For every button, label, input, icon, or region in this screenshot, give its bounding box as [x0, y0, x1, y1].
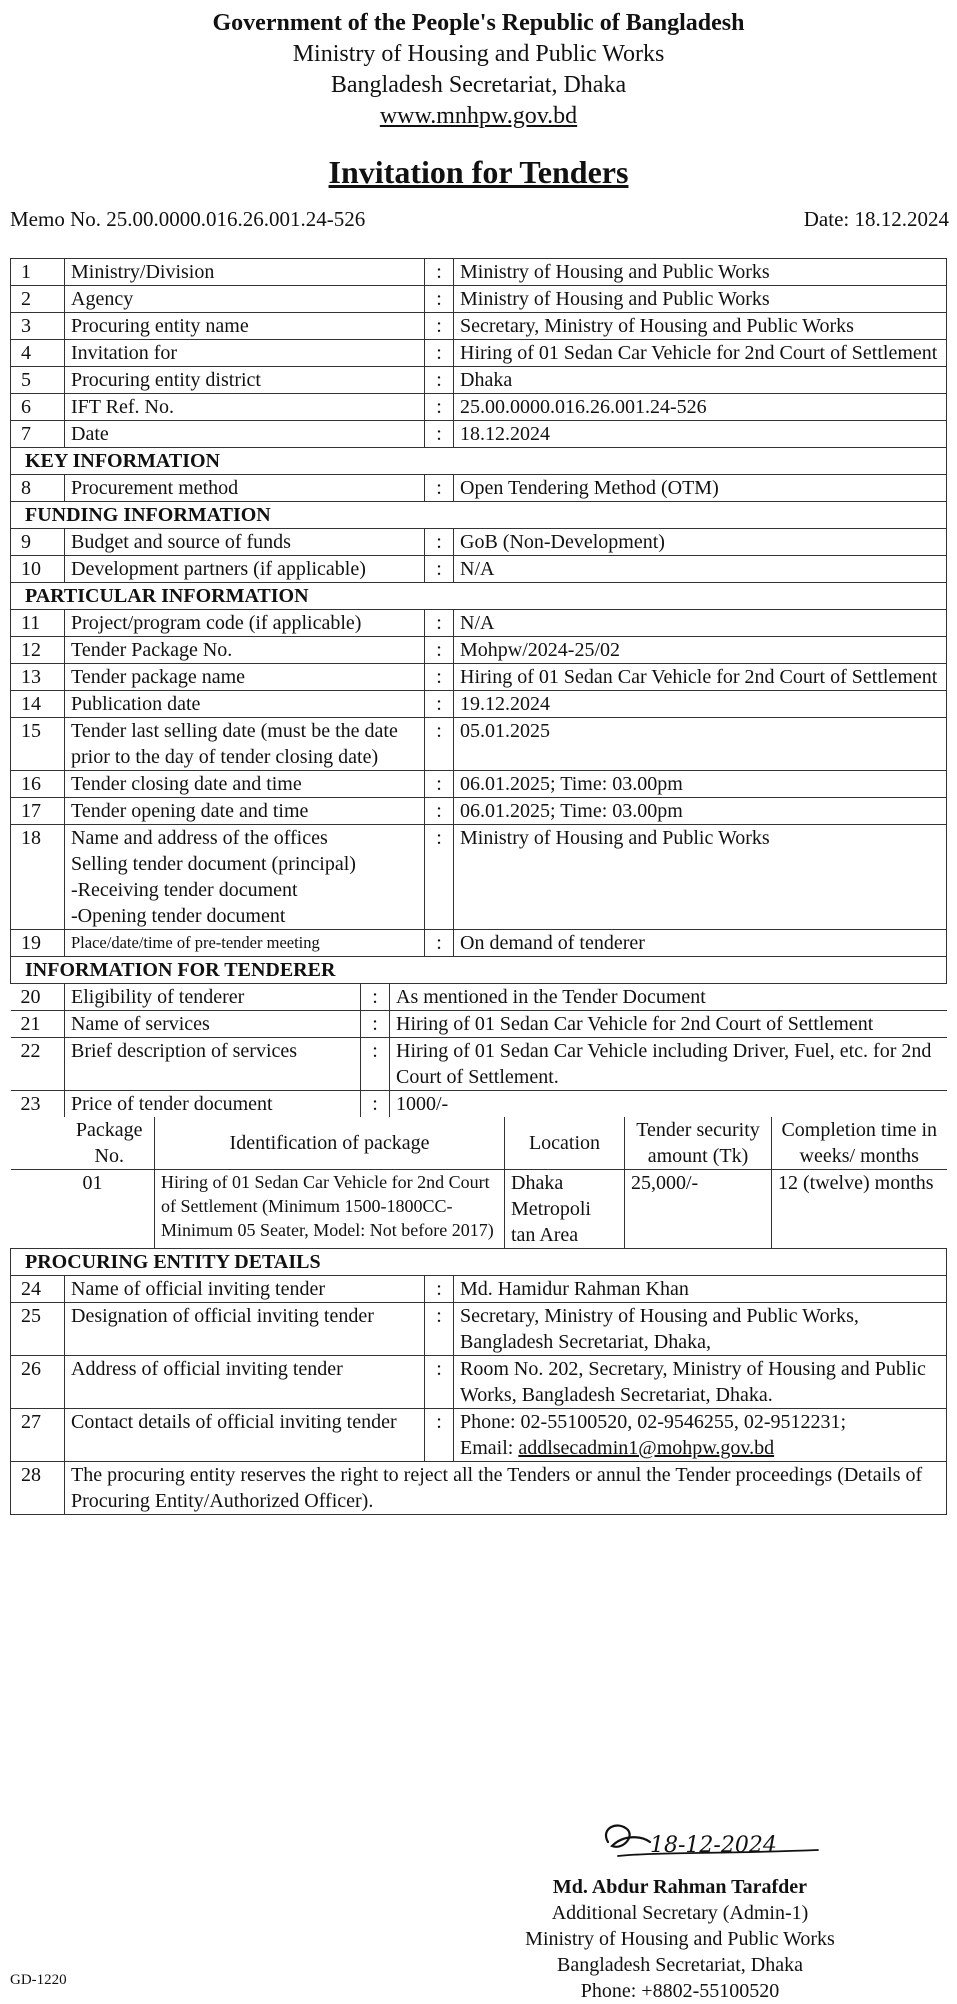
colon: :: [425, 286, 454, 313]
row-number: 18: [11, 825, 65, 930]
document-header: [0, 0, 957, 132]
row-number: 23: [11, 1091, 65, 1118]
table-row: [11, 1038, 947, 1091]
row-value: Hiring of 01 Sedan Car Vehicle for 2nd Court of Settlement: [454, 664, 947, 691]
row-value: N/A: [454, 556, 947, 583]
row-label: Tender closing date and time: [65, 771, 425, 798]
table-row: [11, 718, 947, 771]
government-name: Government of the People's Republic of Bangladesh: [212, 10, 745, 36]
row-number: 25: [11, 1303, 65, 1356]
row-label: Procuring entity name: [65, 313, 425, 340]
section-row: [11, 448, 947, 475]
table-row: [11, 984, 947, 1011]
colon: :: [425, 394, 454, 421]
colon: :: [361, 984, 390, 1011]
section-heading-tenderer: INFORMATION FOR TENDERER: [11, 957, 947, 984]
row-label: Procuring entity district: [65, 367, 425, 394]
row-label: Publication date: [65, 691, 425, 718]
row-label: Brief description of services: [65, 1038, 361, 1091]
table-row: [11, 367, 947, 394]
table-row: [11, 930, 947, 957]
row-number: 27: [11, 1409, 65, 1462]
header-security: Tender security amount (Tk): [625, 1117, 772, 1170]
website-link[interactable]: www.mnhpw.gov.bd: [379, 103, 578, 129]
row-number: 16: [11, 771, 65, 798]
colon: :: [425, 556, 454, 583]
section-heading-funding: FUNDING INFORMATION: [11, 502, 947, 529]
colon: :: [425, 367, 454, 394]
table-row: [11, 394, 947, 421]
row-label: Name of services: [65, 1011, 361, 1038]
row-label: Date: [65, 421, 425, 448]
package-header-row: [11, 1117, 947, 1170]
row-number: 10: [11, 556, 65, 583]
row-number: 4: [11, 340, 65, 367]
table-row: [11, 798, 947, 825]
row-number: 19: [11, 930, 65, 957]
row-label: Project/program code (if applicable): [65, 610, 425, 637]
row-label: Tender last selling date (must be the date prior to the day of tender closing date): [65, 718, 425, 771]
header-completion: Completion time in weeks/ months: [772, 1117, 947, 1170]
tender-table: [10, 258, 947, 1515]
colon: :: [425, 313, 454, 340]
table-row: [11, 771, 947, 798]
signature-block: [470, 1874, 890, 2004]
memo-number: Memo No. 25.00.0000.016.26.001.24-526: [10, 207, 366, 231]
section-row: [11, 583, 947, 610]
section-heading-particular: PARTICULAR INFORMATION: [11, 583, 947, 610]
row-number: 14: [11, 691, 65, 718]
signatory-designation: Additional Secretary (Admin-1): [551, 1902, 809, 1924]
row-value: Hiring of 01 Sedan Car Vehicle including Driver, Fuel, etc. for 2nd Court of Settlement.: [390, 1038, 947, 1091]
table-row: [11, 259, 947, 286]
colon: :: [425, 340, 454, 367]
row-value: Ministry of Housing and Public Works: [454, 259, 947, 286]
row-label: Invitation for: [65, 340, 425, 367]
table-row: [11, 1276, 947, 1303]
row-number: 28: [11, 1462, 65, 1515]
tenderer-block: [11, 984, 947, 1118]
row-value: Open Tendering Method (OTM): [454, 475, 947, 502]
section-heading-key: KEY INFORMATION: [11, 448, 947, 475]
table-row: [11, 1409, 947, 1462]
row-label: Place/date/time of pre-tender meeting: [65, 930, 425, 957]
row-value: 06.01.2025; Time: 03.00pm: [454, 771, 947, 798]
package-block: [11, 1117, 947, 1249]
header-package-no: Package No.: [65, 1117, 155, 1170]
colon: :: [425, 1303, 454, 1356]
table-row: [11, 1303, 947, 1356]
table-row: [11, 610, 947, 637]
row-label: IFT Ref. No.: [65, 394, 425, 421]
colon: :: [425, 475, 454, 502]
row-value: As mentioned in the Tender Document: [390, 984, 947, 1011]
row-value: 05.01.2025: [454, 718, 947, 771]
section-heading-entity: PROCURING ENTITY DETAILS: [11, 1249, 947, 1276]
package-row: [11, 1170, 947, 1249]
colon: :: [425, 930, 454, 957]
row-value: 19.12.2024: [454, 691, 947, 718]
row-value: 25.00.0000.016.26.001.24-526: [454, 394, 947, 421]
colon: :: [425, 798, 454, 825]
row-number: 24: [11, 1276, 65, 1303]
table-row: [11, 340, 947, 367]
table-row: [11, 313, 947, 340]
row-label: Address of official inviting tender: [65, 1356, 425, 1409]
label-line: -Opening tender document: [71, 905, 286, 927]
row-number: 7: [11, 421, 65, 448]
section-row: [11, 1249, 947, 1276]
colon: :: [425, 421, 454, 448]
colon: :: [361, 1011, 390, 1038]
table-row: [11, 664, 947, 691]
row-number: 9: [11, 529, 65, 556]
header-identification: Identification of package: [155, 1117, 505, 1170]
row-number: 2: [11, 286, 65, 313]
table-row: [11, 1462, 947, 1515]
row-number: 8: [11, 475, 65, 502]
nested-row: [11, 1117, 947, 1249]
row-label: Tender Package No.: [65, 637, 425, 664]
row-value: 18.12.2024: [454, 421, 947, 448]
row-label: Procurement method: [65, 475, 425, 502]
section-row: [11, 957, 947, 984]
row-label: Contact details of official inviting tender: [65, 1409, 425, 1462]
row-value: Ministry of Housing and Public Works: [454, 825, 947, 930]
label-line: Name and address of the offices: [71, 827, 328, 849]
table-row: [11, 286, 947, 313]
row-number: 12: [11, 637, 65, 664]
tenderer-table: [11, 984, 947, 1117]
package-number: 01: [65, 1170, 155, 1249]
row-number: 1: [11, 259, 65, 286]
row-number: 22: [11, 1038, 65, 1091]
colon: :: [425, 1409, 454, 1462]
row-value: Hiring of 01 Sedan Car Vehicle for 2nd Court of Settlement: [390, 1011, 947, 1038]
colon: :: [425, 1356, 454, 1409]
row-label: Eligibility of tenderer: [65, 984, 361, 1011]
contact-phone: Phone: 02-55100520, 02-9546255, 02-9512231;: [460, 1411, 847, 1433]
colon: :: [425, 691, 454, 718]
handwritten-signature: [598, 1812, 838, 1874]
colon: :: [425, 718, 454, 771]
colon: :: [361, 1091, 390, 1118]
colon: :: [425, 771, 454, 798]
spacer-cell: [11, 1117, 65, 1170]
email-link[interactable]: addlsecadmin1@mohpw.gov.bd: [518, 1437, 775, 1459]
row-label: Price of tender document: [65, 1091, 361, 1118]
package-table: [11, 1117, 947, 1248]
signatory-name: Md. Abdur Rahman Tarafder: [552, 1876, 808, 1898]
colon: :: [425, 1276, 454, 1303]
signatory-phone: Phone: +8802-55100520: [580, 1980, 780, 2002]
row-number: 13: [11, 664, 65, 691]
row-value: GoB (Non-Development): [454, 529, 947, 556]
package-security: 25,000/-: [625, 1170, 772, 1249]
footer-code: GD-1220: [10, 1972, 67, 1988]
table-row: [11, 637, 947, 664]
email-label: Email:: [460, 1437, 514, 1459]
row-number: 17: [11, 798, 65, 825]
table-row: [11, 1356, 947, 1409]
row-label: Designation of official inviting tender: [65, 1303, 425, 1356]
row-number: 15: [11, 718, 65, 771]
row-value: Hiring of 01 Sedan Car Vehicle for 2nd Court of Settlement: [454, 340, 947, 367]
row-number: 6: [11, 394, 65, 421]
row-label: Agency: [65, 286, 425, 313]
table-row: [11, 475, 947, 502]
row-number: 26: [11, 1356, 65, 1409]
row-number: 5: [11, 367, 65, 394]
spacer-cell: [11, 1170, 65, 1249]
table-row: [11, 825, 947, 930]
colon: :: [425, 529, 454, 556]
memo-line: [0, 207, 957, 237]
colon: :: [425, 259, 454, 286]
colon: :: [425, 664, 454, 691]
memo-date: Date: 18.12.2024: [803, 207, 949, 231]
row-number: 11: [11, 610, 65, 637]
label-line: -Receiving tender document: [71, 879, 298, 901]
colon: :: [425, 825, 454, 930]
row-value: Dhaka: [454, 367, 947, 394]
row-label: Development partners (if applicable): [65, 556, 425, 583]
label-line: Selling tender document (principal): [71, 853, 356, 875]
ministry-name: Ministry of Housing and Public Works: [292, 41, 665, 67]
row-value: Secretary, Ministry of Housing and Public Works: [454, 313, 947, 340]
header-location: Location: [505, 1117, 625, 1170]
package-location: Dhaka Metropoli tan Area: [505, 1170, 625, 1249]
row-label: Budget and source of funds: [65, 529, 425, 556]
row-label: Tender opening date and time: [65, 798, 425, 825]
section-row: [11, 502, 947, 529]
signatory-address: Bangladesh Secretariat, Dhaka: [556, 1954, 803, 1976]
colon: :: [361, 1038, 390, 1091]
row-value: 06.01.2025; Time: 03.00pm: [454, 798, 947, 825]
table-row: [11, 556, 947, 583]
row-value: Room No. 202, Secretary, Ministry of Housing and Public Works, Bangladesh Secretariat, Dhaka.: [454, 1356, 947, 1409]
colon: :: [425, 637, 454, 664]
colon: :: [425, 610, 454, 637]
nested-row: [11, 984, 947, 1118]
row-number: 21: [11, 1011, 65, 1038]
table-row: [11, 529, 947, 556]
package-identification: Hiring of 01 Sedan Car Vehicle for 2nd Court of Settlement (Minimum 1500-1800CC- Minimum 05 Seater, Model: Not before 2017): [155, 1170, 505, 1249]
row-note: The procuring entity reserves the right to reject all the Tenders or annul the Tender proceedings (Details of Procuring Entity/Authorized Officer).: [65, 1462, 947, 1515]
row-value: Mohpw/2024-25/02: [454, 637, 947, 664]
row-value: Md. Hamidur Rahman Khan: [454, 1276, 947, 1303]
table-row: [11, 1011, 947, 1038]
row-number: 3: [11, 313, 65, 340]
contact-email-line: [460, 1435, 940, 1461]
row-value: Secretary, Ministry of Housing and Public Works, Bangladesh Secretariat, Dhaka,: [454, 1303, 947, 1356]
row-label: Ministry/Division: [65, 259, 425, 286]
signature-date: 18-12-2024: [650, 1833, 777, 1858]
row-value: [454, 1409, 947, 1462]
row-value: N/A: [454, 610, 947, 637]
row-label: Name of official inviting tender: [65, 1276, 425, 1303]
row-value: 1000/-: [390, 1091, 947, 1118]
table-row: [11, 421, 947, 448]
row-label: Tender package name: [65, 664, 425, 691]
package-completion: 12 (twelve) months: [772, 1170, 947, 1249]
table-row: [11, 691, 947, 718]
row-value: On demand of tenderer: [454, 930, 947, 957]
secretariat-address: Bangladesh Secretariat, Dhaka: [330, 72, 627, 98]
table-row: [11, 1091, 947, 1118]
signatory-ministry: Ministry of Housing and Public Works: [525, 1928, 835, 1950]
row-label: [65, 825, 425, 930]
row-value: Ministry of Housing and Public Works: [454, 286, 947, 313]
row-number: 20: [11, 984, 65, 1011]
page-title: Invitation for Tenders: [328, 154, 629, 190]
